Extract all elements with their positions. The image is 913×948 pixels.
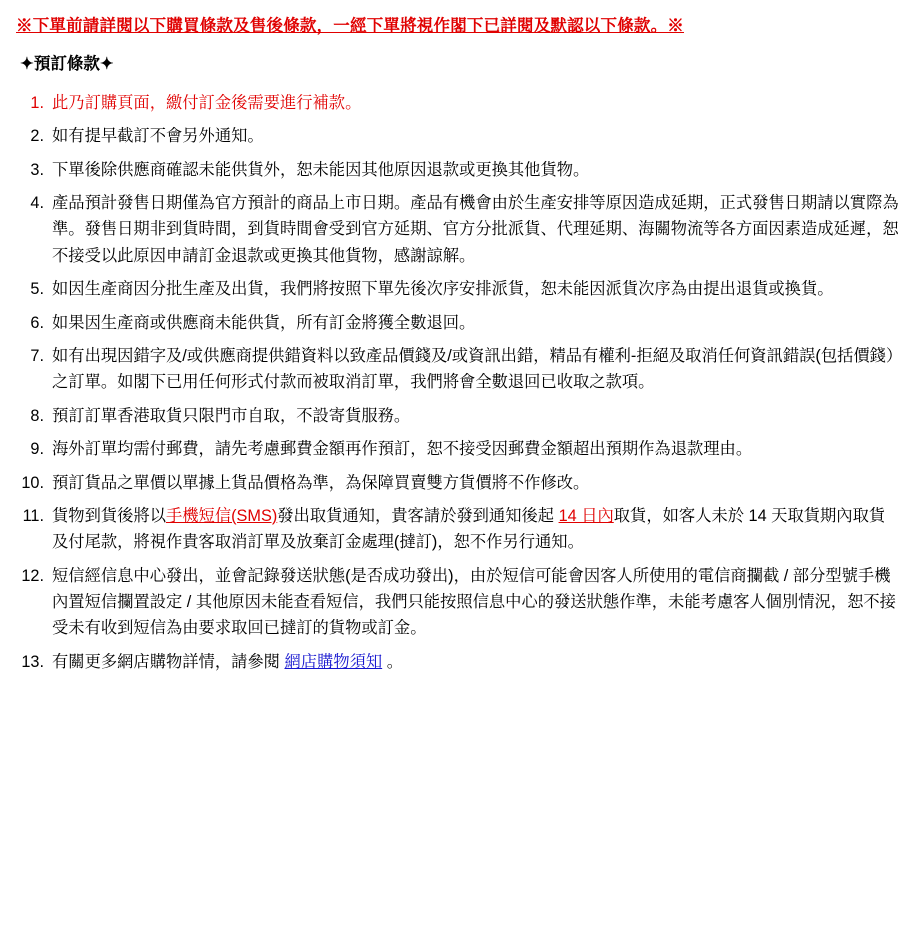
term-emphasis: 14 日內: [558, 506, 614, 525]
term-text: 短信經信息中心發出，並會記錄發送狀態(是否成功發出)，由於短信可能會因客人所使用的電信商攔截 / 部分型號手機內置短信攔置設定 / 其他原因未能查看短信，我們只能按照信息中心的發送狀態作準，未能考慮客人個別情況，恕不接受未有收到短信為由要求取回已撻訂的貨物或訂金。: [52, 566, 896, 638]
term-text: 取貨，如客人未於 14 天取貨期內取貨及付尾款，將視作貴客取消訂單及放棄訂金處理(撻訂)，恕不作另行通知。: [52, 506, 886, 552]
term-text: 如果因生產商或供應商未能供貨，所有訂金將獲全數退回。: [52, 313, 476, 332]
term-emphasis: 手機短信(SMS): [165, 506, 278, 525]
term-text: 此乃訂購頁面，繳付訂金後需要進行補款。: [52, 93, 362, 112]
term-number: 3.: [30, 160, 44, 179]
term-text: 下單後除供應商確認未能供貨外，恕未能因其他原因退款或更換其他貨物。: [52, 160, 590, 179]
term-item: [14, 649, 899, 675]
term-number: 13.: [21, 652, 44, 671]
term-text: 產品預計發售日期僅為官方預計的商品上市日期。產品有機會由於生產安排等原因造成延期，正式發售日期請以實際為準。發售日期非到貨時間，到貨時間會受到官方延期、官方分批派貨、代理延期、海關物流等各方面因素造成延遲，恕不接受以此原因申請訂金退款或更換其他貨物，感謝諒解。: [52, 194, 899, 265]
term-item: [14, 470, 899, 496]
term-item: [14, 563, 899, 642]
term-number: 11.: [22, 506, 44, 525]
term-item: [14, 123, 899, 149]
term-number: 5.: [30, 280, 44, 299]
term-item: [14, 310, 899, 336]
page-title: ✦預訂條款✦: [20, 54, 114, 73]
term-item: [14, 276, 899, 302]
term-text: 海外訂單均需付郵費，請先考慮郵費金額再作預訂，恕不接受因郵費金額超出預期作為退款理由。: [52, 440, 753, 459]
term-number: 9.: [30, 440, 44, 459]
term-text: 如因生產商因分批生產及出貨，我們將按照下單先後次序安排派貨，恕未能因派貨次序為由提出退貨或換貨。: [52, 280, 834, 299]
term-item: [14, 403, 899, 429]
term-item: [14, 503, 899, 556]
term-number: 10.: [21, 473, 44, 492]
term-number: 4.: [30, 194, 44, 213]
term-text: 發出取貨通知，貴客請於發到通知後起: [277, 506, 559, 525]
term-number: 8.: [30, 406, 44, 425]
term-text: 預訂貨品之單價以單據上貨品價格為準，為保障買賣雙方貨價將不作修改。: [52, 473, 590, 492]
term-number: 7.: [30, 346, 44, 365]
notice-banner: ※下單前請詳閱以下購買條款及售後條款，一經下單將視作閣下已詳閱及默認以下條款。※: [16, 17, 684, 35]
term-number: 12.: [21, 566, 44, 585]
term-item: [14, 343, 899, 396]
term-text: 。: [382, 652, 403, 671]
term-text: 如有提早截訂不會另外通知。: [52, 127, 264, 146]
term-number: 2.: [30, 127, 44, 146]
terms-list: [14, 90, 899, 675]
term-item: [14, 190, 899, 269]
term-text: 貨物到貨後將以: [52, 506, 166, 525]
shopping-guide-link[interactable]: 網店購物須知: [284, 652, 383, 671]
term-item: [14, 157, 899, 183]
term-text: 預訂訂單香港取貨只限門市自取，不設寄貨服務。: [52, 406, 411, 425]
term-number: 1.: [30, 93, 44, 112]
term-item: [14, 436, 899, 462]
term-text: 有關更多網店購物詳情，請參閱: [52, 652, 285, 671]
term-number: 6.: [30, 313, 44, 332]
term-item: [14, 90, 899, 116]
term-text: 如有出現因錯字及/或供應商提供錯資料以致產品價錢及/或資訊出錯，精品有權利-拒絕及取消任何資訊錯誤(包括價錢）之訂單。如閣下已用任何形式付款而被取消訂單，我們將會全數退回已收取之款項。: [52, 346, 895, 392]
